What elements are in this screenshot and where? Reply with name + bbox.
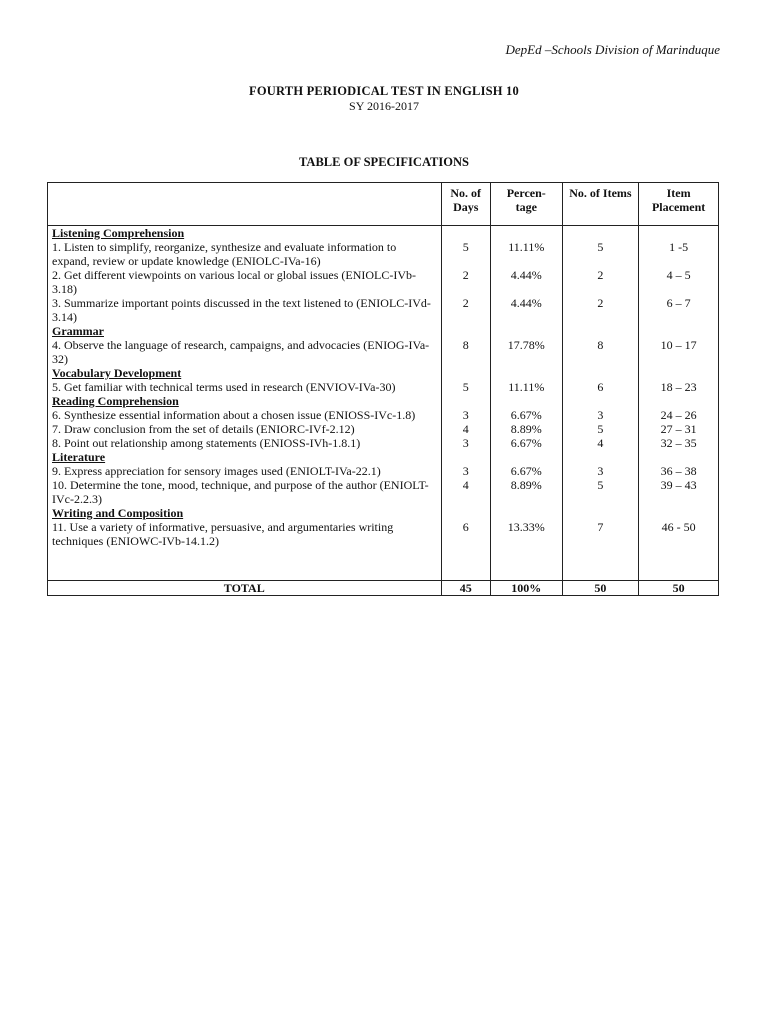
items-cell: 2 (562, 268, 639, 296)
placement-cell: 10 – 17 (639, 338, 719, 366)
items-cell: 2 (562, 296, 639, 324)
empty-cell (490, 506, 562, 520)
section-row (48, 450, 719, 464)
table-row (48, 240, 719, 268)
section-heading: Listening Comprehension (48, 226, 442, 241)
empty-cell (441, 506, 490, 520)
section-heading: Literature (48, 450, 442, 464)
items-cell: 5 (562, 240, 639, 268)
specifications-table (47, 182, 719, 596)
percentage-cell: 4.44% (490, 268, 562, 296)
header-note: DepEd –Schools Division of Marinduque (505, 42, 720, 57)
section-row (48, 366, 719, 380)
placement-cell: 18 – 23 (639, 380, 719, 394)
empty-cell (562, 394, 639, 408)
competency-cell: 3. Summarize important points discussed in the text listened to (ENIOLC-IVd-3.14) (48, 296, 442, 324)
competency-cell: 4. Observe the language of research, campaigns, and advocacies (ENIOG-IVa-32) (48, 338, 442, 366)
percentage-cell: 8.89% (490, 478, 562, 506)
empty-cell (490, 450, 562, 464)
section-heading: Grammar (48, 324, 442, 338)
empty-cell (562, 324, 639, 338)
items-cell: 3 (562, 408, 639, 422)
empty-cell (490, 324, 562, 338)
items-cell: 3 (562, 464, 639, 478)
empty-cell (48, 548, 442, 581)
competency-cell: 7. Draw conclusion from the set of details (ENIORC-IVf-2.12) (48, 422, 442, 436)
items-cell: 6 (562, 380, 639, 394)
days-cell: 3 (441, 464, 490, 478)
competency-cell: 6. Synthesize essential information about a chosen issue (ENIOSS-IVc-1.8) (48, 408, 442, 422)
days-cell: 4 (441, 478, 490, 506)
percentage-cell: 4.44% (490, 296, 562, 324)
empty-cell (562, 450, 639, 464)
table-row (48, 478, 719, 506)
placement-cell: 1 -5 (639, 240, 719, 268)
placement-cell: 27 – 31 (639, 422, 719, 436)
empty-cell (441, 548, 490, 581)
section-heading: Vocabulary Development (48, 366, 442, 380)
section-row (48, 394, 719, 408)
table-row (48, 338, 719, 366)
placement-cell: 32 – 35 (639, 436, 719, 450)
empty-cell (639, 226, 719, 241)
empty-cell (562, 506, 639, 520)
competency-cell: 2. Get different viewpoints on various local or global issues (ENIOLC-IVb-3.18) (48, 268, 442, 296)
days-cell: 4 (441, 422, 490, 436)
empty-cell (441, 366, 490, 380)
competency-cell: 5. Get familiar with technical terms used in research (ENVIOV-IVa-30) (48, 380, 442, 394)
placement-cell: 6 – 7 (639, 296, 719, 324)
spacer-row (48, 548, 719, 581)
total-items: 50 (562, 581, 639, 596)
competency-cell: 10. Determine the tone, mood, technique, and purpose of the author (ENIOLT-IVc-2.2.3) (48, 478, 442, 506)
header-days: No. of Days (441, 183, 490, 226)
placement-cell: 39 – 43 (639, 478, 719, 506)
empty-cell (490, 394, 562, 408)
days-cell: 3 (441, 436, 490, 450)
table-row (48, 268, 719, 296)
total-days: 45 (441, 581, 490, 596)
items-cell: 7 (562, 520, 639, 548)
empty-cell (490, 366, 562, 380)
percentage-cell: 17.78% (490, 338, 562, 366)
percentage-cell: 11.11% (490, 240, 562, 268)
section-heading: Reading Comprehension (48, 394, 442, 408)
empty-cell (562, 226, 639, 241)
items-cell: 5 (562, 478, 639, 506)
percentage-cell: 6.67% (490, 408, 562, 422)
section-heading: Writing and Composition (48, 506, 442, 520)
days-cell: 5 (441, 240, 490, 268)
days-cell: 2 (441, 268, 490, 296)
competency-cell: 9. Express appreciation for sensory images used (ENIOLT-IVa-22.1) (48, 464, 442, 478)
total-placement: 50 (639, 581, 719, 596)
items-cell: 8 (562, 338, 639, 366)
section-row (48, 506, 719, 520)
days-cell: 6 (441, 520, 490, 548)
empty-cell (639, 450, 719, 464)
total-percentage: 100% (490, 581, 562, 596)
header-placement: Item Placement (639, 183, 719, 226)
empty-cell (441, 450, 490, 464)
percentage-cell: 13.33% (490, 520, 562, 548)
empty-cell (639, 548, 719, 581)
page-title: FOURTH PERIODICAL TEST IN ENGLISH 10 (249, 84, 519, 98)
percentage-cell: 6.67% (490, 464, 562, 478)
placement-cell: 4 – 5 (639, 268, 719, 296)
header-percentage: Percen- tage (490, 183, 562, 226)
table-title: TABLE OF SPECIFICATIONS (299, 155, 469, 169)
table-row (48, 520, 719, 548)
percentage-cell: 6.67% (490, 436, 562, 450)
empty-cell (639, 324, 719, 338)
total-label: TOTAL (48, 581, 442, 596)
total-row (48, 581, 719, 596)
table-row (48, 380, 719, 394)
competency-cell: 1. Listen to simplify, reorganize, synthesize and evaluate information to expand, review or update knowledge (ENIOLC-IVa-16) (48, 240, 442, 268)
empty-cell (562, 548, 639, 581)
school-year: SY 2016-2017 (349, 99, 419, 113)
competency-cell: 8. Point out relationship among statements (ENIOSS-IVh-1.8.1) (48, 436, 442, 450)
section-row (48, 226, 719, 241)
header-items: No. of Items (562, 183, 639, 226)
placement-cell: 36 – 38 (639, 464, 719, 478)
empty-cell (441, 324, 490, 338)
table-row (48, 436, 719, 450)
section-row (48, 324, 719, 338)
days-cell: 8 (441, 338, 490, 366)
empty-cell (639, 366, 719, 380)
header-competency (48, 183, 442, 226)
empty-cell (441, 394, 490, 408)
empty-cell (562, 366, 639, 380)
percentage-cell: 11.11% (490, 380, 562, 394)
empty-cell (441, 226, 490, 241)
empty-cell (639, 506, 719, 520)
placement-cell: 46 - 50 (639, 520, 719, 548)
days-cell: 3 (441, 408, 490, 422)
table-row (48, 422, 719, 436)
competency-cell: 11. Use a variety of informative, persuasive, and argumentaries writing techniques (ENIOWC-IVb-14.1.2) (48, 520, 442, 548)
days-cell: 2 (441, 296, 490, 324)
items-cell: 5 (562, 422, 639, 436)
empty-cell (490, 226, 562, 241)
empty-cell (490, 548, 562, 581)
items-cell: 4 (562, 436, 639, 450)
empty-cell (639, 394, 719, 408)
days-cell: 5 (441, 380, 490, 394)
table-row (48, 296, 719, 324)
table-row (48, 464, 719, 478)
placement-cell: 24 – 26 (639, 408, 719, 422)
table-body (48, 226, 719, 581)
table-row (48, 408, 719, 422)
percentage-cell: 8.89% (490, 422, 562, 436)
